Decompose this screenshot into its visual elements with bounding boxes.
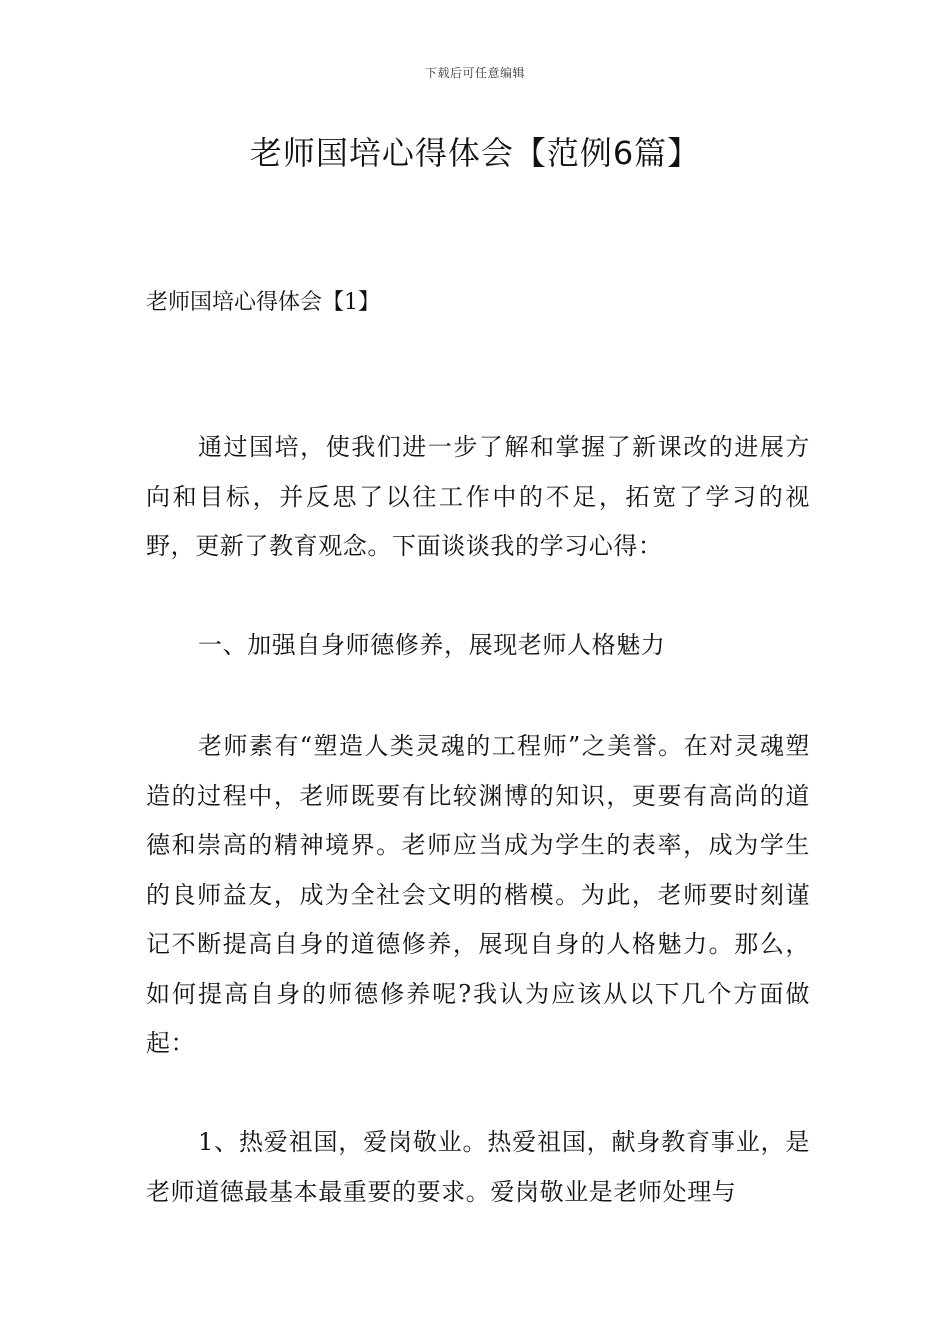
paragraph-text: 一、加强自身师德修养，展现老师人格魅力 bbox=[198, 631, 666, 659]
paragraph-text: 1、热爱祖国，爱岗敬业。热爱祖国，献身教育事业，是老师道德最基本最重要的要求。爱岗敬业是老师处理与 bbox=[146, 1128, 810, 1206]
paragraph-intro bbox=[146, 423, 810, 572]
document-title: 老师国培心得体会【范例6篇】 bbox=[249, 134, 701, 172]
paragraph-teacher-virtue bbox=[146, 722, 810, 1069]
paragraph-patriotism bbox=[146, 1118, 810, 1217]
header-note: 下载后可任意编辑 bbox=[424, 66, 525, 80]
paragraph-text: 老师素有“塑造人类灵魂的工程师”之美誉。在对灵魂塑造的过程中，老师既要有比较渊博的知识，更要有高尚的道德和崇高的精神境界。老师应当成为学生的表率，成为学生的良师益友，成为全社会文明的楷模。为此，老师要时刻谨记不断提高自身的道德修养，展现自身的人格魅力。那么，如何提高自身的师德修养呢?我认为应该从以下几个方面做起： bbox=[146, 732, 810, 1057]
paragraph-text: 通过国培，使我们进一步了解和掌握了新课改的进展方向和目标，并反思了以往工作中的不足，拓宽了学习的视野，更新了教育观念。下面谈谈我的学习心得： bbox=[146, 433, 810, 560]
paragraph-subheading bbox=[146, 621, 810, 671]
section-heading: 老师国培心得体会【1】 bbox=[146, 290, 380, 315]
